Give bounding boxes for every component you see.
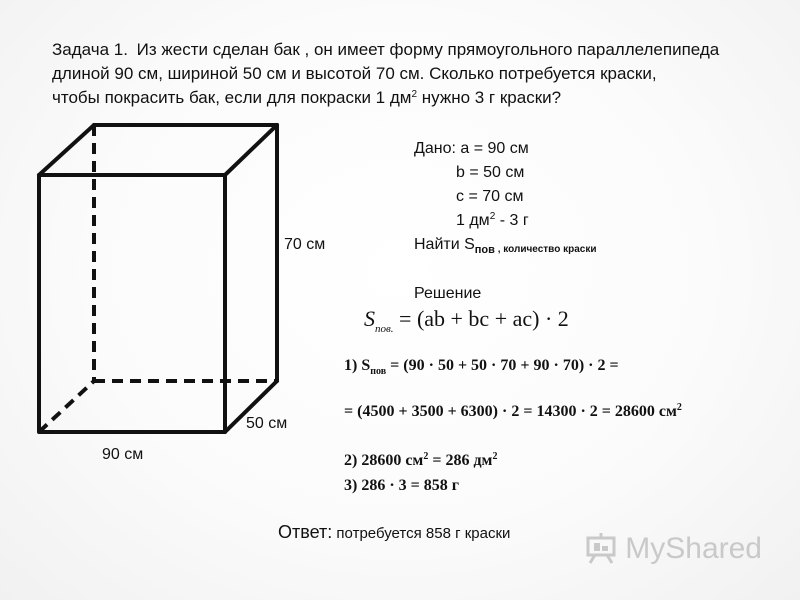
step-1-continued: = (4500 + 3500 + 6300) · 2 = 14300 · 2 = 28600 $см^2$ xyxy=(344,402,682,420)
given-rate: 1 $дм^2 - 3$ г xyxy=(456,211,529,229)
edge-top-right xyxy=(225,125,277,175)
front-face xyxy=(39,175,225,432)
surface-formula: $S_{пов.} = (ab$ + bc + ac) · 2 xyxy=(364,306,569,335)
problem-line-1: Задача 1. Из жести сделан бак , он имеет форму прямоугольного параллелепипеда xyxy=(52,40,720,59)
problem-label: Задача 1. xyxy=(52,40,128,59)
given-c: c = 70 см xyxy=(456,188,524,205)
length-label: 90 см xyxy=(102,446,144,463)
parallelepiped-figure xyxy=(30,115,330,455)
hidden-edge-bottom-left xyxy=(39,381,94,432)
width-label: 50 см xyxy=(246,415,288,432)
problem-statement xyxy=(52,38,792,110)
step-1: 1) $S_{пов} = (90 \cdot 50 + 50 \cdot 70 + 90 \cdot 70) \cdot 2$ = xyxy=(344,357,619,377)
step-2: 2) 28600 $см^2 = 286$ $дм^2$ xyxy=(344,451,498,469)
given-block xyxy=(414,137,596,262)
watermark-logo: MyShared xyxy=(585,532,762,572)
edge-top-left xyxy=(39,125,94,175)
given-a: Дано: a = 90 см xyxy=(414,140,529,157)
presentation-board-icon xyxy=(585,532,619,572)
step-3: 3) 286 · 3 = 858 г xyxy=(344,477,460,494)
height-label: 70 см xyxy=(284,236,326,253)
find-line: Найти $S_{пов}$ , количество краски xyxy=(414,236,597,256)
solution-label: Решение xyxy=(414,285,482,302)
problem-line-3: чтобы покрасить бак, если для покраски 1 $дм^2$ нужно 3 г краски? xyxy=(52,88,562,107)
problem-line-2: длиной 90 см, шириной 50 см и высотой 70 см. Сколько потребуется краски, xyxy=(52,64,657,83)
answer-line: Ответ: потребуется 858 г краски xyxy=(278,522,511,542)
given-b: b = 50 см xyxy=(456,164,525,181)
